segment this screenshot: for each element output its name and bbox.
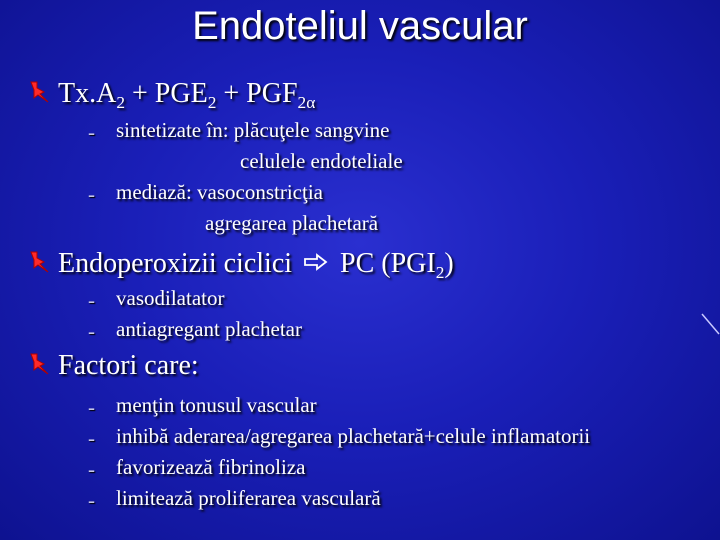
- bullet-factori-line: [28, 350, 199, 382]
- close-paren: ): [444, 248, 454, 279]
- pushpin-icon: [28, 80, 50, 104]
- dash-marker: -: [88, 395, 95, 419]
- pgf-sub: 2α: [297, 93, 316, 113]
- factori-heading: Factori care:: [58, 350, 199, 381]
- bullet-endoperoxizii-line: [28, 248, 454, 283]
- outline-arrow-right-icon: [303, 252, 329, 272]
- list-item: mediază: vasoconstricţia: [116, 180, 323, 204]
- list-item: agregarea plachetară: [205, 211, 379, 235]
- decorative-line: [700, 312, 720, 336]
- list-item: menţin tonusul vascular: [116, 393, 317, 417]
- list-item: inhibă aderarea/agregarea plachetară+celule inflamatorii: [116, 424, 591, 448]
- bullet-txa2-line: [28, 78, 315, 113]
- dash-marker: -: [88, 426, 95, 450]
- dash-marker: -: [88, 319, 95, 343]
- pgi-sub: 2: [435, 263, 445, 283]
- txa-text: Tx.A: [58, 78, 117, 109]
- txa-sub: 2: [116, 93, 126, 113]
- dash-marker: -: [88, 457, 95, 481]
- list-item: limitează proliferarea vasculară: [116, 486, 381, 510]
- dash-marker: -: [88, 182, 95, 206]
- pge-sub: 2: [207, 93, 217, 113]
- endoperoxizii-text: Endoperoxizii ciclici: [58, 248, 300, 279]
- pushpin-icon: [28, 250, 50, 274]
- list-item: vasodilatator: [116, 286, 225, 310]
- list-item: favorizează fibrinoliza: [116, 455, 306, 479]
- list-item: celulele endoteliale: [240, 149, 403, 173]
- dash-marker: -: [88, 288, 95, 312]
- pc-text: PC (PGI: [333, 248, 436, 279]
- slide-title: Endoteliul vascular: [192, 4, 528, 48]
- list-item: antiagregant plachetar: [116, 317, 302, 341]
- pgf-text: + PGF: [216, 78, 298, 109]
- dash-marker: -: [88, 120, 95, 144]
- dash-marker: -: [88, 488, 95, 512]
- pushpin-icon: [28, 352, 50, 376]
- list-item: sintetizate în: plăcuţele sangvine: [116, 118, 390, 142]
- pge-text: + PGE: [125, 78, 208, 109]
